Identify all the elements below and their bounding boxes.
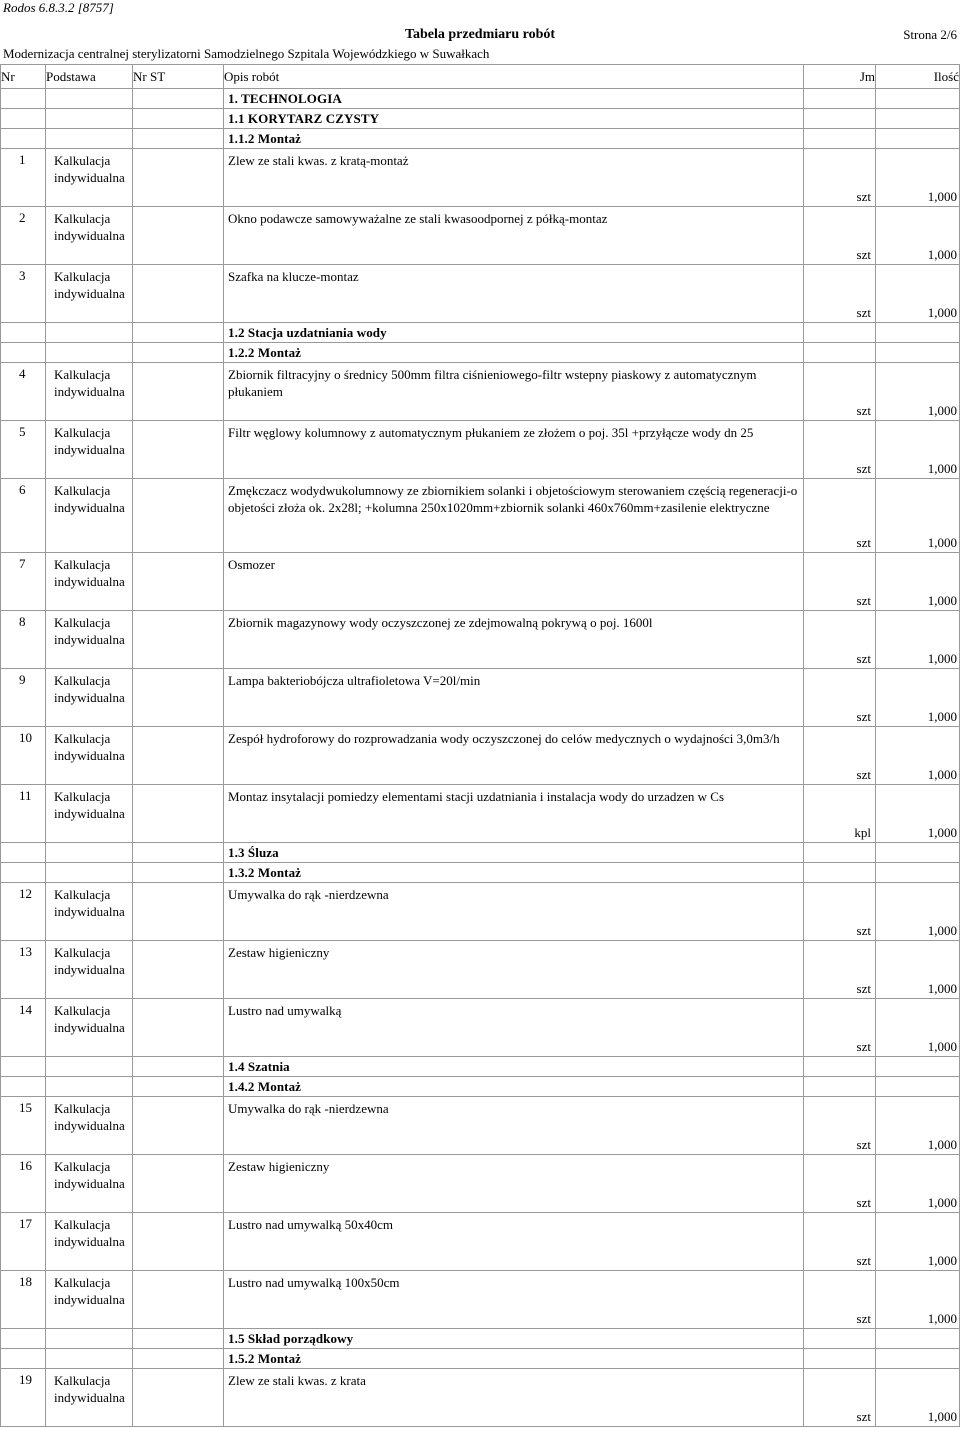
item-st bbox=[133, 1155, 224, 1213]
section-title: 1.2.2 Montaż bbox=[228, 344, 302, 360]
item-number: 11 bbox=[1, 785, 46, 843]
empty-cell bbox=[46, 109, 133, 129]
table-row bbox=[1, 999, 960, 1057]
item-basis: Kalkulacja indywidualna bbox=[46, 883, 133, 941]
empty-cell bbox=[876, 109, 960, 129]
empty-cell bbox=[876, 1077, 960, 1097]
item-description: Lampa bakteriobójcza ultrafioletowa V=20l/min bbox=[224, 669, 804, 727]
item-unit: szt bbox=[804, 479, 876, 553]
item-quantity: 1,000 bbox=[876, 363, 960, 421]
item-number: 9 bbox=[1, 669, 46, 727]
empty-cell bbox=[133, 843, 224, 863]
item-description: Okno podawcze samowyważalne ze stali kwasoodpornej z półką-montaz bbox=[224, 207, 804, 265]
empty-cell bbox=[133, 1057, 224, 1077]
item-basis: Kalkulacja indywidualna bbox=[46, 1369, 133, 1427]
empty-cell bbox=[804, 343, 876, 363]
column-header-ilosc: Ilość bbox=[876, 65, 960, 89]
page-number: Strona 2/6 bbox=[903, 27, 957, 42]
empty-cell bbox=[876, 863, 960, 883]
item-number: 17 bbox=[1, 1213, 46, 1271]
item-basis: Kalkulacja indywidualna bbox=[46, 265, 133, 323]
item-number: 12 bbox=[1, 883, 46, 941]
item-quantity: 1,000 bbox=[876, 999, 960, 1057]
item-st bbox=[133, 553, 224, 611]
table-row bbox=[1, 669, 960, 727]
item-quantity: 1,000 bbox=[876, 941, 960, 999]
table-row bbox=[1, 785, 960, 843]
empty-cell bbox=[1, 1329, 46, 1349]
item-st bbox=[133, 1213, 224, 1271]
table-row bbox=[1, 611, 960, 669]
table-row bbox=[1, 883, 960, 941]
section-title: 1.1.2 Montaż bbox=[228, 130, 302, 146]
item-quantity: 1,000 bbox=[876, 265, 960, 323]
item-number: 7 bbox=[1, 553, 46, 611]
item-unit: szt bbox=[804, 421, 876, 479]
section-cell bbox=[224, 129, 804, 149]
empty-cell bbox=[1, 843, 46, 863]
item-number: 2 bbox=[1, 207, 46, 265]
item-unit: szt bbox=[804, 363, 876, 421]
empty-cell bbox=[46, 323, 133, 343]
item-description: Filtr węglowy kolumnowy z automatycznym płukaniem ze złożem o poj. 35l +przyłącze wody dn 25 bbox=[224, 421, 804, 479]
item-quantity: 1,000 bbox=[876, 1213, 960, 1271]
item-quantity: 1,000 bbox=[876, 1369, 960, 1427]
section-row bbox=[1, 323, 960, 343]
empty-cell bbox=[46, 1077, 133, 1097]
empty-cell bbox=[804, 1349, 876, 1369]
item-unit: szt bbox=[804, 1271, 876, 1329]
item-description: Zespół hydroforowy do rozprowadzania wody oczyszczonej do celów medycznych o wydajności 3,0m3/h bbox=[224, 727, 804, 785]
section-title: 1.3 Śluza bbox=[228, 844, 279, 860]
section-cell bbox=[224, 1077, 804, 1097]
table-row bbox=[1, 1213, 960, 1271]
item-st bbox=[133, 999, 224, 1057]
document-title: Tabela przedmiaru robót bbox=[404, 27, 556, 42]
section-cell bbox=[224, 89, 804, 109]
item-st bbox=[133, 669, 224, 727]
empty-cell bbox=[46, 129, 133, 149]
empty-cell bbox=[46, 843, 133, 863]
item-unit: szt bbox=[804, 941, 876, 999]
item-basis: Kalkulacja indywidualna bbox=[46, 553, 133, 611]
item-number: 4 bbox=[1, 363, 46, 421]
empty-cell bbox=[46, 1349, 133, 1369]
table-row bbox=[1, 421, 960, 479]
column-header-opis: Opis robót bbox=[224, 65, 804, 89]
item-description: Lustro nad umywalką 50x40cm bbox=[224, 1213, 804, 1271]
item-quantity: 1,000 bbox=[876, 785, 960, 843]
empty-cell bbox=[1, 1349, 46, 1369]
empty-cell bbox=[804, 1329, 876, 1349]
item-basis: Kalkulacja indywidualna bbox=[46, 363, 133, 421]
item-st bbox=[133, 421, 224, 479]
section-title: 1.2 Stacja uzdatniania wody bbox=[228, 324, 387, 340]
item-quantity: 1,000 bbox=[876, 207, 960, 265]
empty-cell bbox=[876, 323, 960, 343]
empty-cell bbox=[876, 1329, 960, 1349]
item-description: Umywalka do rąk -nierdzewna bbox=[224, 1097, 804, 1155]
item-number: 1 bbox=[1, 149, 46, 207]
section-title: 1.5 Skład porządkowy bbox=[228, 1330, 354, 1346]
section-row bbox=[1, 1057, 960, 1077]
table-row bbox=[1, 941, 960, 999]
bill-of-quantities-table bbox=[0, 64, 960, 1427]
column-header-nr-st: Nr ST bbox=[133, 65, 224, 89]
item-number: 5 bbox=[1, 421, 46, 479]
section-cell bbox=[224, 1329, 804, 1349]
empty-cell bbox=[1, 323, 46, 343]
empty-cell bbox=[133, 89, 224, 109]
item-basis: Kalkulacja indywidualna bbox=[46, 785, 133, 843]
item-unit: kpl bbox=[804, 785, 876, 843]
item-st bbox=[133, 363, 224, 421]
empty-cell bbox=[804, 89, 876, 109]
item-number: 13 bbox=[1, 941, 46, 999]
section-row bbox=[1, 1077, 960, 1097]
item-st bbox=[133, 727, 224, 785]
item-number: 3 bbox=[1, 265, 46, 323]
section-title: 1.4.2 Montaż bbox=[228, 1078, 302, 1094]
section-row bbox=[1, 843, 960, 863]
item-basis: Kalkulacja indywidualna bbox=[46, 669, 133, 727]
empty-cell bbox=[1, 1057, 46, 1077]
item-quantity: 1,000 bbox=[876, 1271, 960, 1329]
item-description: Zlew ze stali kwas. z krata bbox=[224, 1369, 804, 1427]
empty-cell bbox=[1, 129, 46, 149]
item-quantity: 1,000 bbox=[876, 553, 960, 611]
section-cell bbox=[224, 843, 804, 863]
item-st bbox=[133, 785, 224, 843]
item-number: 10 bbox=[1, 727, 46, 785]
item-description: Osmozer bbox=[224, 553, 804, 611]
empty-cell bbox=[1, 89, 46, 109]
item-number: 8 bbox=[1, 611, 46, 669]
item-basis: Kalkulacja indywidualna bbox=[46, 479, 133, 553]
column-header-jm: Jm bbox=[804, 65, 876, 89]
item-description: Montaz insytalacji pomiedzy elementami stacji uzdatniania i instalacja wody do urzadzen w Cs bbox=[224, 785, 804, 843]
empty-cell bbox=[1, 1077, 46, 1097]
item-basis: Kalkulacja indywidualna bbox=[46, 1155, 133, 1213]
empty-cell bbox=[1, 343, 46, 363]
item-unit: szt bbox=[804, 553, 876, 611]
empty-cell bbox=[133, 323, 224, 343]
column-header-podstawa: Podstawa bbox=[46, 65, 133, 89]
empty-cell bbox=[876, 343, 960, 363]
empty-cell bbox=[876, 129, 960, 149]
item-number: 15 bbox=[1, 1097, 46, 1155]
table-row bbox=[1, 727, 960, 785]
empty-cell bbox=[876, 1349, 960, 1369]
section-title: 1.3.2 Montaż bbox=[228, 864, 302, 880]
section-row bbox=[1, 89, 960, 109]
item-basis: Kalkulacja indywidualna bbox=[46, 421, 133, 479]
empty-cell bbox=[804, 1057, 876, 1077]
empty-cell bbox=[133, 343, 224, 363]
empty-cell bbox=[1, 109, 46, 129]
section-row bbox=[1, 343, 960, 363]
section-cell bbox=[224, 863, 804, 883]
item-unit: szt bbox=[804, 1213, 876, 1271]
item-basis: Kalkulacja indywidualna bbox=[46, 611, 133, 669]
empty-cell bbox=[46, 89, 133, 109]
column-header-nr: Nr bbox=[1, 65, 46, 89]
item-unit: szt bbox=[804, 207, 876, 265]
empty-cell bbox=[46, 863, 133, 883]
item-quantity: 1,000 bbox=[876, 883, 960, 941]
empty-cell bbox=[133, 1329, 224, 1349]
item-unit: szt bbox=[804, 611, 876, 669]
item-st bbox=[133, 883, 224, 941]
item-quantity: 1,000 bbox=[876, 1097, 960, 1155]
item-basis: Kalkulacja indywidualna bbox=[46, 1213, 133, 1271]
item-unit: szt bbox=[804, 883, 876, 941]
empty-cell bbox=[804, 323, 876, 343]
section-row bbox=[1, 1349, 960, 1369]
section-cell bbox=[224, 1349, 804, 1369]
table-row bbox=[1, 1155, 960, 1213]
item-st bbox=[133, 1271, 224, 1329]
item-basis: Kalkulacja indywidualna bbox=[46, 727, 133, 785]
item-basis: Kalkulacja indywidualna bbox=[46, 1097, 133, 1155]
item-quantity: 1,000 bbox=[876, 669, 960, 727]
item-st bbox=[133, 941, 224, 999]
item-basis: Kalkulacja indywidualna bbox=[46, 207, 133, 265]
item-unit: szt bbox=[804, 149, 876, 207]
section-title: 1.4 Szatnia bbox=[228, 1058, 290, 1074]
item-description: Zestaw higieniczny bbox=[224, 1155, 804, 1213]
section-title: 1. TECHNOLOGIA bbox=[228, 90, 342, 106]
item-number: 19 bbox=[1, 1369, 46, 1427]
item-quantity: 1,000 bbox=[876, 611, 960, 669]
item-quantity: 1,000 bbox=[876, 421, 960, 479]
item-basis: Kalkulacja indywidualna bbox=[46, 941, 133, 999]
item-description: Zbiornik filtracyjny o średnicy 500mm filtra ciśnieniowego-filtr wstepny piaskowy z automatycznym płukaniem bbox=[224, 363, 804, 421]
item-quantity: 1,000 bbox=[876, 1155, 960, 1213]
empty-cell bbox=[804, 109, 876, 129]
section-row bbox=[1, 1329, 960, 1349]
empty-cell bbox=[804, 129, 876, 149]
item-st bbox=[133, 1097, 224, 1155]
empty-cell bbox=[133, 129, 224, 149]
table-row bbox=[1, 207, 960, 265]
empty-cell bbox=[876, 89, 960, 109]
item-basis: Kalkulacja indywidualna bbox=[46, 149, 133, 207]
item-st bbox=[133, 207, 224, 265]
table-row bbox=[1, 1097, 960, 1155]
item-basis: Kalkulacja indywidualna bbox=[46, 1271, 133, 1329]
table-row bbox=[1, 1271, 960, 1329]
item-description: Lustro nad umywalką bbox=[224, 999, 804, 1057]
empty-cell bbox=[46, 1329, 133, 1349]
empty-cell bbox=[133, 109, 224, 129]
item-description: Szafka na klucze-montaz bbox=[224, 265, 804, 323]
empty-cell bbox=[46, 343, 133, 363]
table-row bbox=[1, 479, 960, 553]
item-description: Umywalka do rąk -nierdzewna bbox=[224, 883, 804, 941]
empty-cell bbox=[804, 843, 876, 863]
table-row bbox=[1, 1369, 960, 1427]
item-st bbox=[133, 479, 224, 553]
table-row bbox=[1, 363, 960, 421]
section-title: 1.5.2 Montaż bbox=[228, 1350, 302, 1366]
empty-cell bbox=[133, 1349, 224, 1369]
item-number: 18 bbox=[1, 1271, 46, 1329]
section-row bbox=[1, 109, 960, 129]
item-st bbox=[133, 1369, 224, 1427]
item-st bbox=[133, 149, 224, 207]
item-number: 6 bbox=[1, 479, 46, 553]
item-number: 14 bbox=[1, 999, 46, 1057]
empty-cell bbox=[804, 1077, 876, 1097]
empty-cell bbox=[133, 863, 224, 883]
item-basis: Kalkulacja indywidualna bbox=[46, 999, 133, 1057]
item-quantity: 1,000 bbox=[876, 479, 960, 553]
empty-cell bbox=[804, 863, 876, 883]
section-row bbox=[1, 129, 960, 149]
table-row bbox=[1, 149, 960, 207]
item-st bbox=[133, 265, 224, 323]
section-cell bbox=[224, 109, 804, 129]
table-row bbox=[1, 553, 960, 611]
item-description: Zlew ze stali kwas. z kratą-montaż bbox=[224, 149, 804, 207]
item-st bbox=[133, 611, 224, 669]
section-row bbox=[1, 863, 960, 883]
item-description: Lustro nad umywalką 100x50cm bbox=[224, 1271, 804, 1329]
item-number: 16 bbox=[1, 1155, 46, 1213]
table-header-row bbox=[1, 65, 960, 89]
item-description: Zestaw higieniczny bbox=[224, 941, 804, 999]
item-unit: szt bbox=[804, 727, 876, 785]
item-quantity: 1,000 bbox=[876, 727, 960, 785]
item-unit: szt bbox=[804, 1369, 876, 1427]
table-row bbox=[1, 265, 960, 323]
empty-cell bbox=[46, 1057, 133, 1077]
empty-cell bbox=[876, 1057, 960, 1077]
item-quantity: 1,000 bbox=[876, 149, 960, 207]
item-unit: szt bbox=[804, 669, 876, 727]
section-title: 1.1 KORYTARZ CZYSTY bbox=[228, 110, 380, 126]
project-name: Modernizacja centralnej sterylizatorni Samodzielnego Szpitala Wojewódzkiego w Suwałkach bbox=[3, 46, 490, 61]
section-cell bbox=[224, 1057, 804, 1077]
empty-cell bbox=[133, 1077, 224, 1097]
empty-cell bbox=[876, 843, 960, 863]
section-cell bbox=[224, 343, 804, 363]
item-description: Zbiornik magazynowy wody oczyszczonej ze zdejmowalną pokrywą o poj. 1600l bbox=[224, 611, 804, 669]
item-unit: szt bbox=[804, 265, 876, 323]
item-unit: szt bbox=[804, 999, 876, 1057]
section-cell bbox=[224, 323, 804, 343]
app-title: Rodos 6.8.3.2 [8757] bbox=[3, 0, 114, 15]
item-unit: szt bbox=[804, 1097, 876, 1155]
item-description: Zmękczacz wodydwukolumnowy ze zbiornikiem solanki i objetościowym sterowaniem częścią regeneracji-o objetości złoża ok. 2x28l; +kolumna 250x1020mm+zbiornik solanki 460x760mm+zasilenie elektryczne bbox=[224, 479, 804, 553]
item-unit: szt bbox=[804, 1155, 876, 1213]
empty-cell bbox=[1, 863, 46, 883]
